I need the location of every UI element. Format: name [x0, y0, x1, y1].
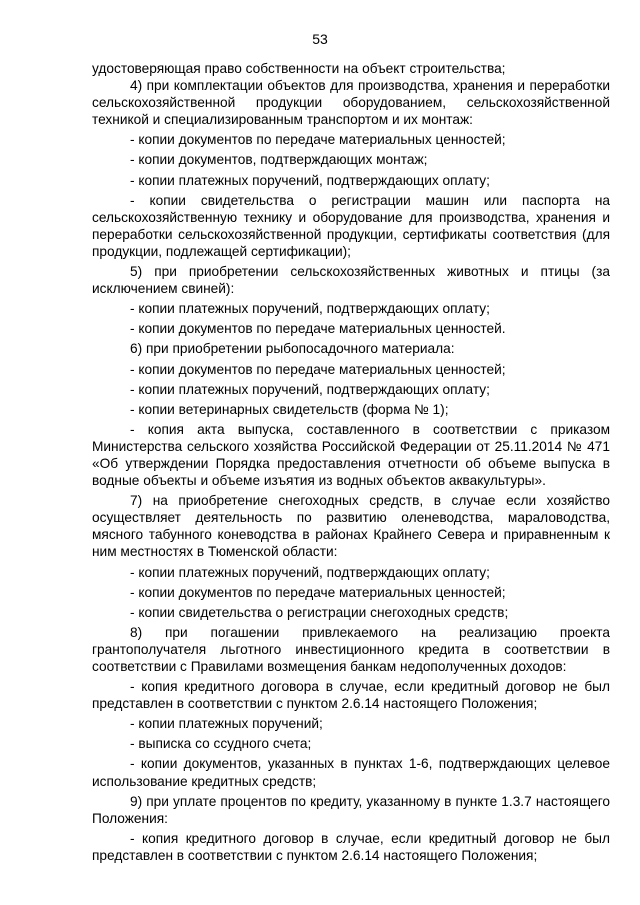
list-item: - копии свидетельства о регистрации снегоходных средств;	[130, 604, 509, 620]
list-item: - копии документов по передаче материальных ценностей;	[130, 132, 506, 148]
paragraph: 5) при приобретении сельскохозяйственных животных и птицы (за исключением свиней):	[92, 264, 610, 297]
list-item: - копии платежных поручений, подтверждающих оплату;	[130, 172, 490, 188]
paragraph: 9) при уплате процентов по кредиту, указанному в пункте 1.3.7 настоящего Положения:	[92, 793, 610, 826]
list-item: - копия акта выпуска, составленного в соответствии с приказом Министерства сельского хозяйства Российской Федерации от 25.11.2014 № 471 «Об утверждении Порядка предоставления отчетности об объеме выпуска в водные объекты и объеме изъятия из водных объектов аквакультуры».	[92, 421, 610, 489]
list-item: - копии документов по передаче материальных ценностей;	[130, 361, 506, 377]
paragraph: 4) при комплектации объектов для производства, хранения и переработки сельскохозяйственной продукции оборудованием, сельскохозяйственной техникой и специализированным транспортом и их монтаж:	[92, 78, 610, 128]
paragraph: удостоверяющая право собственности на объект строительства;	[92, 61, 506, 76]
list-item: - копии документов по передаче материальных ценностей;	[130, 584, 506, 600]
list-item: - копии свидетельства о регистрации машин или паспорта на сельскохозяйственную технику и оборудование для производства, хранения и переработки сельскохозяйственной продукции, сертификаты соответствия (для продукции, подлежащей сертификации);	[92, 192, 610, 259]
page-number: 53	[312, 31, 328, 47]
paragraph: 6) при приобретении рыбопосадочного материала:	[130, 341, 455, 357]
list-item: - выписка со ссудного счета;	[130, 736, 312, 752]
list-item: - копии ветеринарных свидетельств (форма № 1);	[130, 401, 449, 417]
paragraph: 8) при погашении привлекаемого на реализацию проекта грантополучателя льготного инвестиционного кредита в соответствии в соответствии с Правилами возмещения банкам недополученных доходов:	[92, 624, 610, 674]
list-item: - копии документов по передаче материальных ценностей.	[130, 321, 506, 337]
list-item: - копии платежных поручений, подтверждающих оплату;	[130, 301, 490, 317]
list-item: - копии платежных поручений, подтверждающих оплату;	[130, 381, 490, 397]
list-item: - копии документов, подтверждающих монтаж;	[130, 152, 428, 168]
list-item: - копия кредитного договора в случае, если кредитный договор не был представлен в соответствии с пунктом 2.6.14 настоящего Положения;	[92, 679, 610, 712]
list-item: - копии платежных поручений;	[130, 716, 323, 732]
list-item: - копии документов, указанных в пунктах 1-6, подтверждающих целевое использование кредитных средств;	[92, 756, 610, 789]
paragraph: 7) на приобретение снегоходных средств, в случае если хозяйство осуществляет деятельность по развитию оленеводства, мараловодства, мясного табунного коневодства в районах Крайнего Севера и приравненным к ним местностях в Тюменской области:	[92, 493, 610, 560]
list-item: - копии платежных поручений, подтверждающих оплату;	[130, 564, 490, 580]
page-body	[92, 60, 610, 864]
list-item: - копия кредитного договор в случае, если кредитный договор не был представлен в соответствии с пунктом 2.6.14 настоящего Положения;	[92, 830, 610, 863]
